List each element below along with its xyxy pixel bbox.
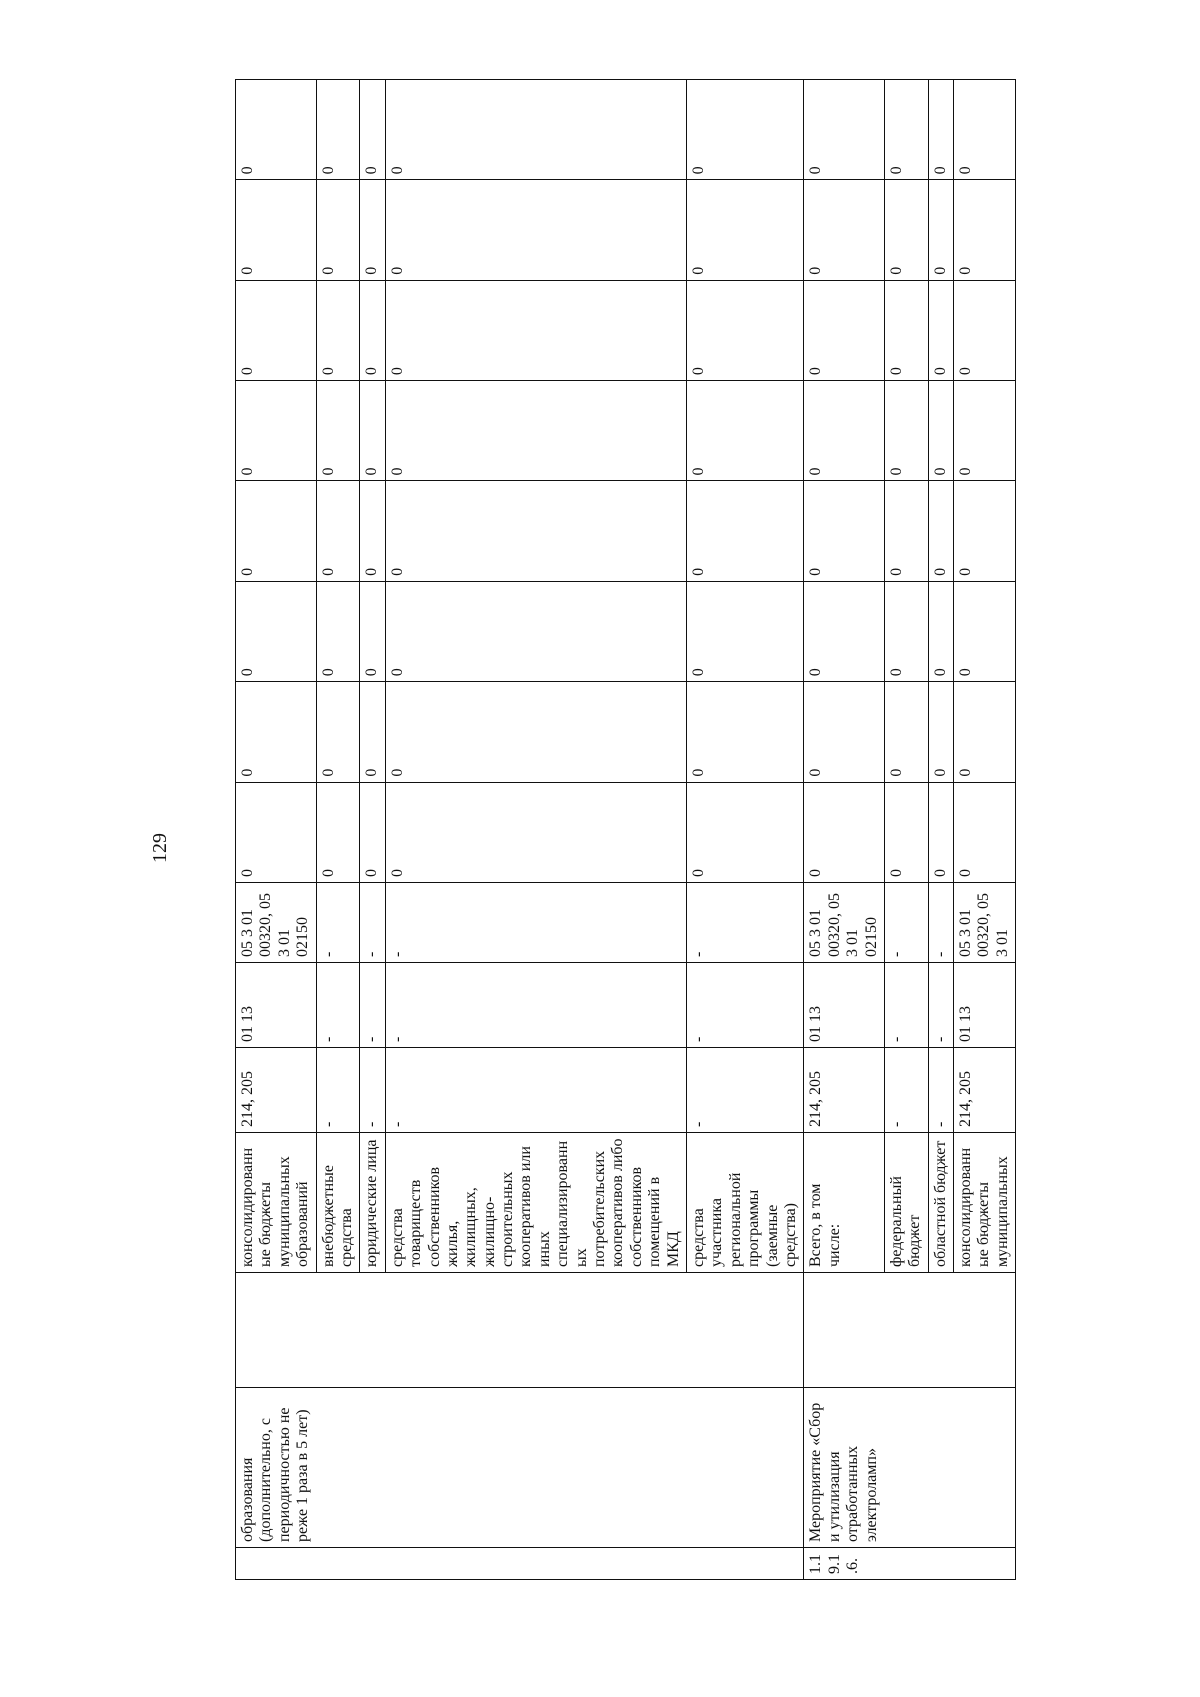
value-cell: 0 <box>928 581 953 681</box>
rzpr-cell: 01 13 <box>804 963 885 1048</box>
value-cell: 0 <box>236 782 317 882</box>
csr-cell: - <box>928 883 953 963</box>
grbs-cell: - <box>686 1048 803 1133</box>
value-cell: 0 <box>884 581 928 681</box>
csr-cell: 05 3 01 00320, 05 3 01 02150 <box>236 883 317 963</box>
value-cell: 0 <box>804 782 885 882</box>
value-cell: 0 <box>360 682 385 782</box>
value-cell: 0 <box>954 80 1016 180</box>
executor-cell <box>236 1273 804 1388</box>
value-cell: 0 <box>686 280 803 380</box>
value-cell: 0 <box>686 80 803 180</box>
source-cell: средства товариществ собственников жилья, жилищных, жилищно-строительных кооперативов или иных специализированных потребительских кооперативов либо собственников помещений в МКД <box>385 1133 686 1273</box>
value-cell: 0 <box>385 381 686 481</box>
value-cell: 0 <box>954 280 1016 380</box>
value-cell: 0 <box>884 682 928 782</box>
value-cell: 0 <box>884 280 928 380</box>
grbs-cell: - <box>316 1048 360 1133</box>
rzpr-cell: - <box>316 963 360 1048</box>
value-cell: 0 <box>385 581 686 681</box>
rzpr-cell: 01 13 <box>236 963 317 1048</box>
value-cell: 0 <box>385 180 686 280</box>
value-cell: 0 <box>316 381 360 481</box>
source-cell: областной бюджет <box>928 1133 953 1273</box>
value-cell: 0 <box>804 682 885 782</box>
value-cell: 0 <box>954 381 1016 481</box>
value-cell: 0 <box>804 581 885 681</box>
value-cell: 0 <box>385 280 686 380</box>
value-cell: 0 <box>954 581 1016 681</box>
value-cell: 0 <box>686 381 803 481</box>
value-cell: 0 <box>385 682 686 782</box>
value-cell: 0 <box>316 280 360 380</box>
value-cell: 0 <box>360 581 385 681</box>
value-cell: 0 <box>804 280 885 380</box>
grbs-cell: 214, 205 <box>804 1048 885 1133</box>
item-name-cell: образования (дополнительно, с периодичностью не реже 1 раза в 5 лет) <box>236 1388 804 1548</box>
value-cell: 0 <box>316 581 360 681</box>
value-cell: 0 <box>316 80 360 180</box>
value-cell: 0 <box>954 682 1016 782</box>
csr-cell: - <box>385 883 686 963</box>
value-cell: 0 <box>884 80 928 180</box>
budget-table <box>235 79 1016 1580</box>
page-number: 129 <box>149 833 171 863</box>
value-cell: 0 <box>884 180 928 280</box>
value-cell: 0 <box>686 581 803 681</box>
value-cell: 0 <box>385 481 686 581</box>
value-cell: 0 <box>928 80 953 180</box>
rzpr-cell: 01 13 <box>954 963 1016 1048</box>
value-cell: 0 <box>360 381 385 481</box>
executor-cell <box>804 1273 1016 1388</box>
item-number-cell <box>236 1548 804 1580</box>
value-cell: 0 <box>236 280 317 380</box>
value-cell: 0 <box>360 782 385 882</box>
value-cell: 0 <box>686 481 803 581</box>
value-cell: 0 <box>954 782 1016 882</box>
value-cell: 0 <box>686 782 803 882</box>
grbs-cell: - <box>360 1048 385 1133</box>
value-cell: 0 <box>236 481 317 581</box>
value-cell: 0 <box>928 782 953 882</box>
value-cell: 0 <box>316 682 360 782</box>
value-cell: 0 <box>884 481 928 581</box>
csr-cell: - <box>316 883 360 963</box>
value-cell: 0 <box>360 481 385 581</box>
rzpr-cell: - <box>686 963 803 1048</box>
value-cell: 0 <box>360 280 385 380</box>
source-cell: внебюджетные средства <box>316 1133 360 1273</box>
source-cell: консолидированные бюджеты муниципальных образований <box>236 1133 317 1273</box>
grbs-cell: 214, 205 <box>236 1048 317 1133</box>
csr-cell: 05 3 01 00320, 05 3 01 02150 <box>804 883 885 963</box>
value-cell: 0 <box>236 180 317 280</box>
rzpr-cell: - <box>385 963 686 1048</box>
value-cell: 0 <box>928 381 953 481</box>
source-cell: средства участника региональной программы (заемные средства) <box>686 1133 803 1273</box>
grbs-cell: - <box>385 1048 686 1133</box>
value-cell: 0 <box>360 180 385 280</box>
value-cell: 0 <box>928 180 953 280</box>
value-cell: 0 <box>236 581 317 681</box>
value-cell: 0 <box>360 80 385 180</box>
value-cell: 0 <box>385 782 686 882</box>
grbs-cell: 214, 205 <box>954 1048 1016 1133</box>
grbs-cell: - <box>928 1048 953 1133</box>
value-cell: 0 <box>928 481 953 581</box>
value-cell: 0 <box>954 481 1016 581</box>
value-cell: 0 <box>236 682 317 782</box>
rzpr-cell: - <box>928 963 953 1048</box>
table-row <box>236 80 317 1580</box>
value-cell: 0 <box>316 481 360 581</box>
value-cell: 0 <box>804 180 885 280</box>
table-row <box>804 80 885 1580</box>
source-cell: консолидированные бюджеты муниципальных <box>954 1133 1016 1273</box>
value-cell: 0 <box>804 80 885 180</box>
source-cell: Всего, в том числе: <box>804 1133 885 1273</box>
value-cell: 0 <box>884 782 928 882</box>
value-cell: 0 <box>236 381 317 481</box>
value-cell: 0 <box>316 782 360 882</box>
value-cell: 0 <box>804 381 885 481</box>
rzpr-cell: - <box>360 963 385 1048</box>
rotated-table-wrapper <box>235 80 1125 1580</box>
csr-cell: - <box>686 883 803 963</box>
item-number-cell: 1.19.1.6. <box>804 1548 1016 1580</box>
csr-cell: - <box>360 883 385 963</box>
csr-cell: - <box>884 883 928 963</box>
source-cell: юридические лица <box>360 1133 385 1273</box>
value-cell: 0 <box>316 180 360 280</box>
value-cell: 0 <box>236 80 317 180</box>
rzpr-cell: - <box>884 963 928 1048</box>
value-cell: 0 <box>385 80 686 180</box>
value-cell: 0 <box>804 481 885 581</box>
source-cell: федеральный бюджет <box>884 1133 928 1273</box>
value-cell: 0 <box>686 682 803 782</box>
value-cell: 0 <box>928 682 953 782</box>
csr-cell: 05 3 01 00320, 05 3 01 <box>954 883 1016 963</box>
value-cell: 0 <box>928 280 953 380</box>
value-cell: 0 <box>686 180 803 280</box>
grbs-cell: - <box>884 1048 928 1133</box>
value-cell: 0 <box>884 381 928 481</box>
item-name-cell: Мероприятие «Сбор и утилизация отработанных электроламп» <box>804 1388 1016 1548</box>
value-cell: 0 <box>954 180 1016 280</box>
